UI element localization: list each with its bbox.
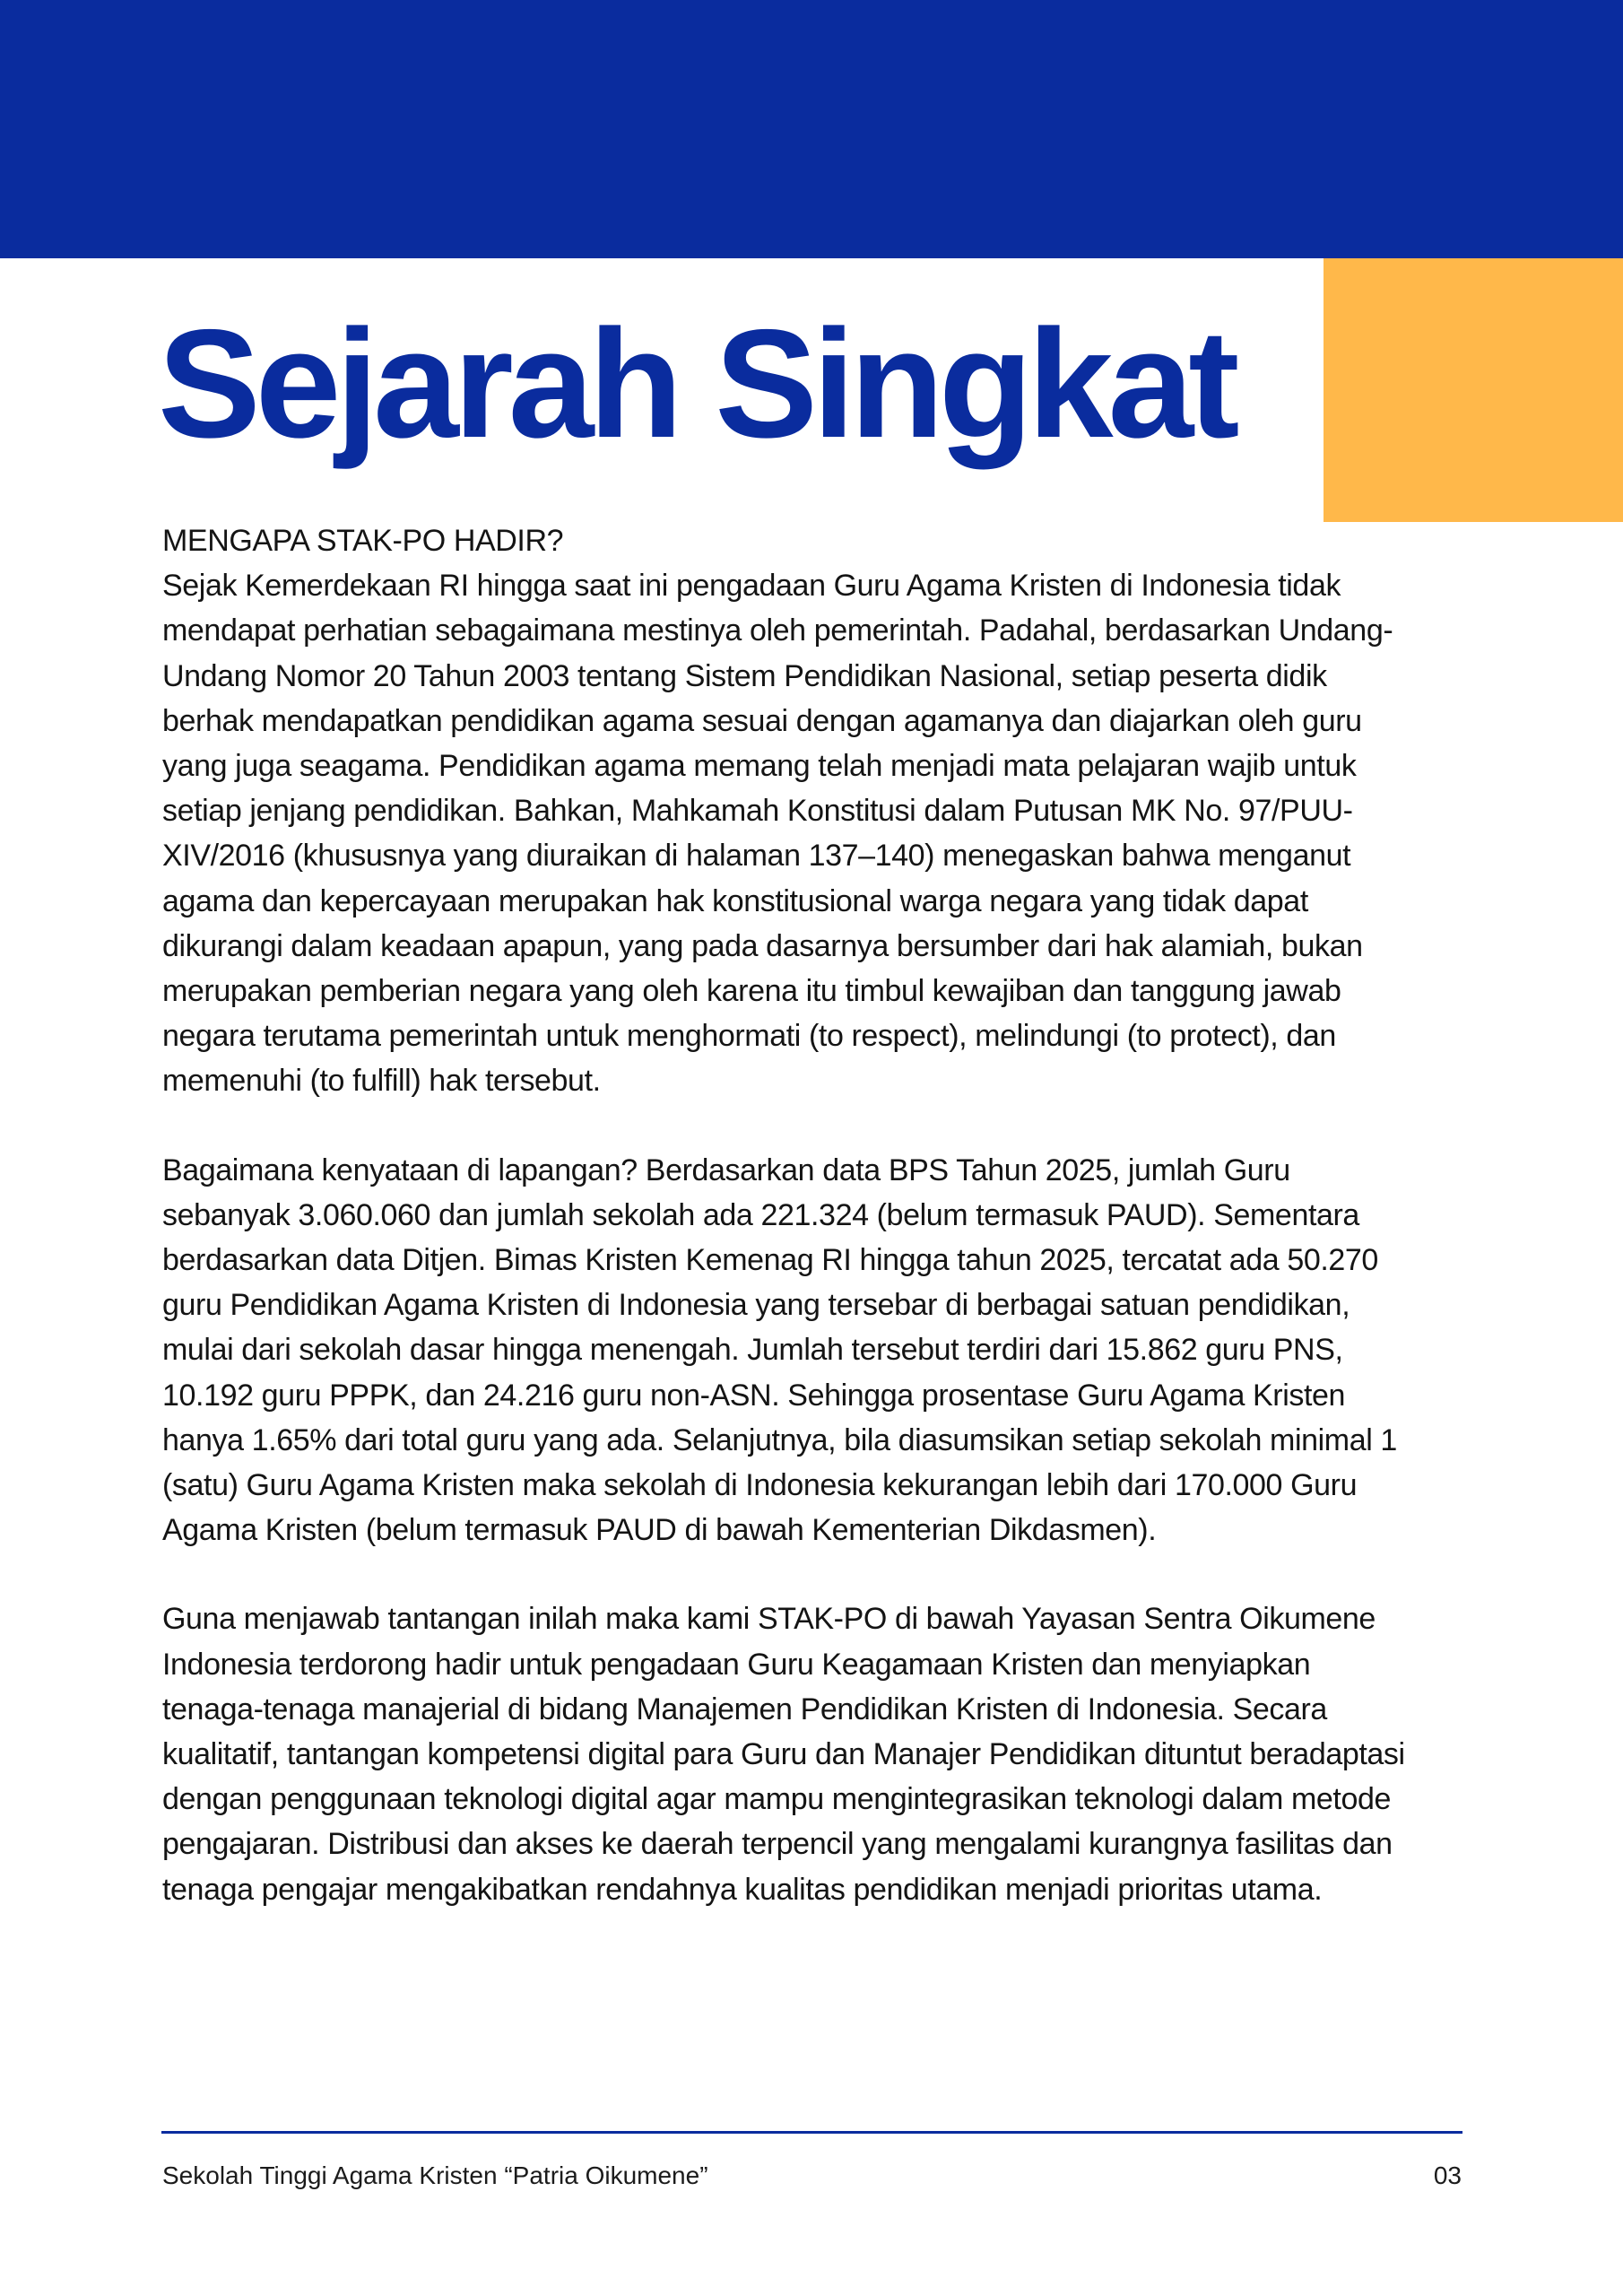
page-number: 03 <box>1433 2161 1462 2189</box>
paragraph-response: Guna menjawab tantangan inilah maka kami STAK-PO di bawah Yayasan Sentra Oikumene Indonesia terdorong hadir untuk pengadaan Guru Keagamaan Kristen dan menyiapkan tenaga-tenaga manajerial di bidang Manajemen Pendidikan Kristen di Indonesia. Secara kualitatif, tantangan kompetensi digital para Guru dan Manajer Pendidikan dituntut beradaptasi dengan penggunaan teknologi digital agar mampu mengintegrasikan teknologi dalam metode pengajaran. Distribusi dan akses ke daerah terpencil yang mengalami kurangnya fasilitas dan tenaga pengajar mengakibatkan rendahnya kualitas pendidikan menjadi prioritas utama. <box>162 1602 1405 1907</box>
accent-block <box>1324 258 1623 522</box>
footer-institution: Sekolah Tinggi Agama Kristen “Patria Oikumene” <box>162 2161 708 2189</box>
header-band <box>0 0 1623 258</box>
body-content <box>162 518 1418 1912</box>
paragraph-text: Sejak Kemerdekaan RI hingga saat ini pengadaan Guru Agama Kristen di Indonesia tidak mendapat perhatian sebagaimana mestinya oleh pemerintah. Padahal, berdasarkan Undang-Undang Nomor 20 Tahun 2003 tentang Sistem Pendidikan Nasional, setiap peserta didik berhak mendapatkan pendidikan agama sesuai dengan agamanya dan diajarkan oleh guru yang juga seagama. Pendidikan agama memang telah menjadi mata pelajaran wajib untuk setiap jenjang pendidikan. Bahkan, Mahkamah Konstitusi dalam Putusan MK No. 97/PUU-XIV/2016 (khususnya yang diuraikan di halaman 137–140) menegaskan bahwa menganut agama dan kepercayaan merupakan hak konstitusional warga negara yang tidak dapat dikurangi dalam keadaan apapun, yang pada dasarnya bersumber dari hak alamiah, bukan merupakan pemberian negara yang oleh karena itu timbul kewajiban dan tanggung jawab negara terutama pemerintah untuk menghormati (to respect), melindungi (to protect), dan memenuhi (to fulfill) hak tersebut. <box>162 569 1393 1099</box>
page-title: Sejarah Singkat <box>158 298 1235 470</box>
paragraph-field-data: Bagaimana kenyataan di lapangan? Berdasarkan data BPS Tahun 2025, jumlah Guru sebanyak 3.060.060 dan jumlah sekolah ada 221.324 (belum termasuk PAUD). Sementara berdasarkan data Ditjen. Bimas Kristen Kemenag RI hingga tahun 2025, tercatat ada 50.270 guru Pendidikan Agama Kristen di Indonesia yang tersebar di berbagai satuan pendidikan, mulai dari sekolah dasar hingga menengah. Jumlah tersebut terdiri dari 15.862 guru PNS, 10.192 guru PPPK, dan 24.216 guru non-ASN. Sehingga prosentase Guru Agama Kristen hanya 1.65% dari total guru yang ada. Selanjutnya, bila diasumsikan setiap sekolah minimal 1 (satu) Guru Agama Kristen maka sekolah di Indonesia kekurangan lebih dari 170.000 Guru Agama Kristen (belum termasuk PAUD di bawah Kementerian Dikdasmen). <box>162 1152 1397 1548</box>
footer-divider <box>161 2131 1462 2134</box>
section-kicker: MENGAPA STAK-PO HADIR? <box>162 524 564 558</box>
paragraph-intro <box>162 518 1418 1104</box>
